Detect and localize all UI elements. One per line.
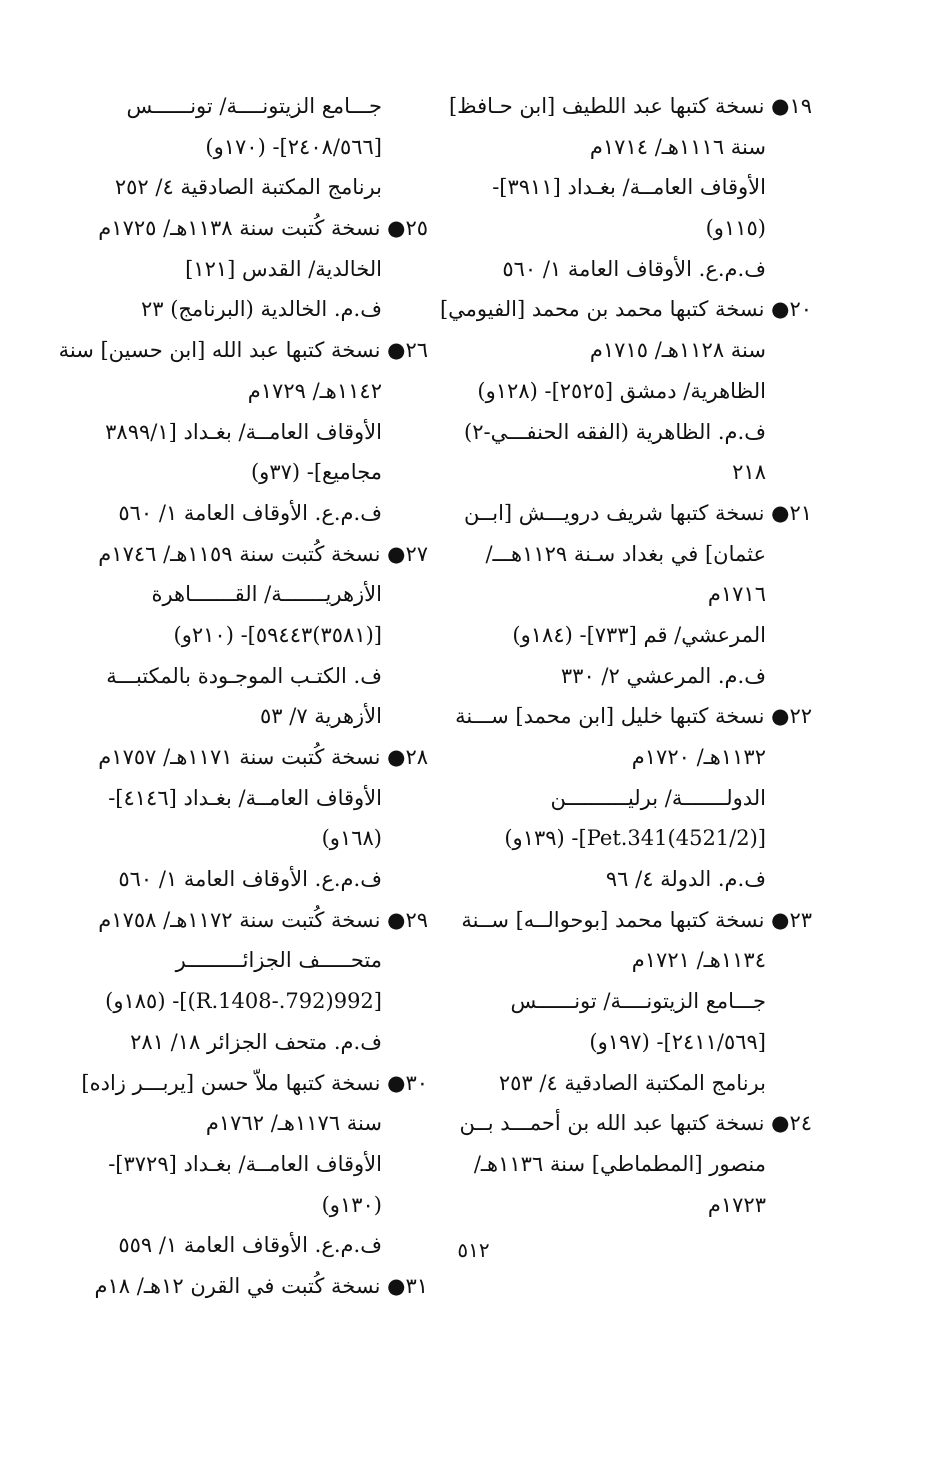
text-line: (١٣٠و) <box>321 1192 382 1217</box>
text-line: ف.م. الخالدية (البرنامج) ٢٣ <box>140 297 382 322</box>
text-line: ٢١٨ <box>732 460 766 485</box>
entry-heading: ٢٥● نسخة كُتبت سنة ١١٣٨هـ/ ١٧٢٥م <box>98 216 428 241</box>
text-line: برنامج المكتبة الصادقية ٤/ ٢٥٣ <box>498 1070 766 1095</box>
entry-heading: ٢١● نسخة كتبها شريف درويـــش [ابــن <box>463 500 812 525</box>
entry-heading: ٢٧● نسخة كُتبت سنة ١١٥٩هـ/ ١٧٤٦م <box>98 541 428 566</box>
text-line: سنة ١١٢٨هـ/ ١٧١٥م <box>589 338 766 363</box>
text-line: [992(792.-R.1408)]- (١٨٥و) <box>105 989 382 1014</box>
text-line: منصور [المطماطي] سنة ١١٣٦هـ/ <box>473 1151 766 1176</box>
text-line: [٢٤٠٨/٥٦٦]- (١٧٠و) <box>205 134 382 159</box>
text-line: جـــامع الزيتونــــة/ تونــــــس <box>510 989 766 1014</box>
text-line: ١١٣٢هـ/ ١٧٢٠م <box>631 745 766 769</box>
text-line: ف.م. الظاهرية (الفقه الحنفـــي-٢) <box>464 419 766 444</box>
text-line: ف. الكتـب الموجـودة بالمكتبـــة <box>106 663 382 688</box>
text-line: ١٧١٦م <box>707 582 766 607</box>
entry-heading: ٢٤● نسخة كتبها عبد الله بن أحمـــد بــن <box>459 1111 812 1136</box>
entry-heading: ٢٦● نسخة كتبها عبد الله [ابن حسين] سنة <box>58 338 428 363</box>
page-number: ٥١٢ <box>457 1238 490 1262</box>
text-line: جـــامع الزيتونــــة/ تونــــــس <box>126 94 382 118</box>
text-line: برنامج المكتبة الصادقية ٤/ ٢٥٢ <box>114 175 382 200</box>
entry-heading: ٢٩● نسخة كُتبت سنة ١١٧٢هـ/ ١٧٥٨م <box>98 907 428 932</box>
text-line: الأزهرية ٧/ ٥٣ <box>259 704 382 729</box>
text-line: الخالدية/ القدس [١٢١] <box>185 256 382 281</box>
text-line: متحـــــف الجزائـــــــــر <box>175 948 382 973</box>
entry-heading: ٢٢● نسخة كتبها خليل [ابن محمد] ســـنة <box>455 704 812 729</box>
text-line: عثمان] في بغداد سـنة ١١٢٩هـــ/ <box>485 541 766 566</box>
text-line: سنة ١١٧٦هـ/ ١٧٦٢م <box>205 1111 382 1136</box>
text-line: الأزهريـــــــة/ القـــــــاهرة <box>151 582 382 607</box>
text-line: (١٦٨و) <box>321 826 382 851</box>
text-line: ف.م.ع. الأوقاف العامة ١/ ٥٦٠ <box>502 256 766 281</box>
entry-heading: ٢٨● نسخة كُتبت سنة ١١٧١هـ/ ١٧٥٧م <box>98 745 428 769</box>
text-line: الأوقاف العامــة/ بغـداد [٣٨٩٩/١ <box>105 419 382 444</box>
text-line: ف.م. المرعشي ٢/ ٣٣٠ <box>560 663 766 688</box>
text-line: المرعشي/ قم [٧٣٣]- (١٨٤و) <box>512 622 766 647</box>
left-column <box>58 86 428 1307</box>
text-line: الأوقاف العامــة/ بغـداد [٤١٤٦]- <box>108 785 382 810</box>
text-line: الظاهرية/ دمشق [٢٥٢٥]- (١٢٨و) <box>477 378 766 403</box>
text-line: ف.م.ع. الأوقاف العامة ١/ ٥٥٩ <box>118 1233 382 1258</box>
text-line: [(٣٥٨١)٥٩٤٤٣]- (٢١٠و) <box>173 622 382 647</box>
text-line: [٢٤١١/٥٦٩]- (١٩٧و) <box>589 1029 766 1054</box>
text-line: ١٧٢٣م <box>707 1192 766 1217</box>
text-line: الدولـــــــة/ برليــــــــــن <box>550 785 766 810</box>
text-line: ١١٤٢هـ/ ١٧٢٩م <box>247 378 382 403</box>
entry-heading: ٢٠● نسخة كتبها محمد بن محمد [الفيومي] <box>439 297 812 322</box>
right-column <box>439 86 812 1225</box>
text-line: ف.م. متحف الجزائر ١٨/ ٢٨١ <box>130 1029 382 1054</box>
text-line: سنة ١١١٦هـ/ ١٧١٤م <box>589 134 766 159</box>
text-line: [(4521/2)Pet.341]- (١٣٩و) <box>504 826 766 851</box>
text-line: ١١٣٤هـ/ ١٧٢١م <box>631 948 766 973</box>
text-line: (١١٥و) <box>705 216 766 241</box>
text-line: الأوقاف العامــة/ بغـداد [٣٧٢٩]- <box>108 1151 382 1176</box>
entry-heading: ٣٠● نسخة كتبها ملاّ حسن [يربـــر زاده] <box>81 1070 428 1095</box>
text-line: مجاميع]- (٣٧و) <box>250 460 382 485</box>
entry-heading: ٢٣● نسخة كتبها محمد [بوحوالــه] ســنة <box>461 907 812 932</box>
text-line: ف.م.ع. الأوقاف العامة ١/ ٥٦٠ <box>118 500 382 525</box>
entry-heading: ٣١● نسخة كُتبت في القرن ١٢هـ/ ١٨م <box>94 1273 428 1298</box>
text-line: الأوقاف العامــة/ بغـداد [٣٩١١]- <box>492 175 766 200</box>
text-line: ف.م.ع. الأوقاف العامة ١/ ٥٦٠ <box>118 867 382 892</box>
text-line: ف.م. الدولة ٤/ ٩٦ <box>605 867 766 892</box>
entry-heading: ١٩● نسخة كتبها عبد اللطيف [ابن حـافظ] <box>448 94 812 118</box>
